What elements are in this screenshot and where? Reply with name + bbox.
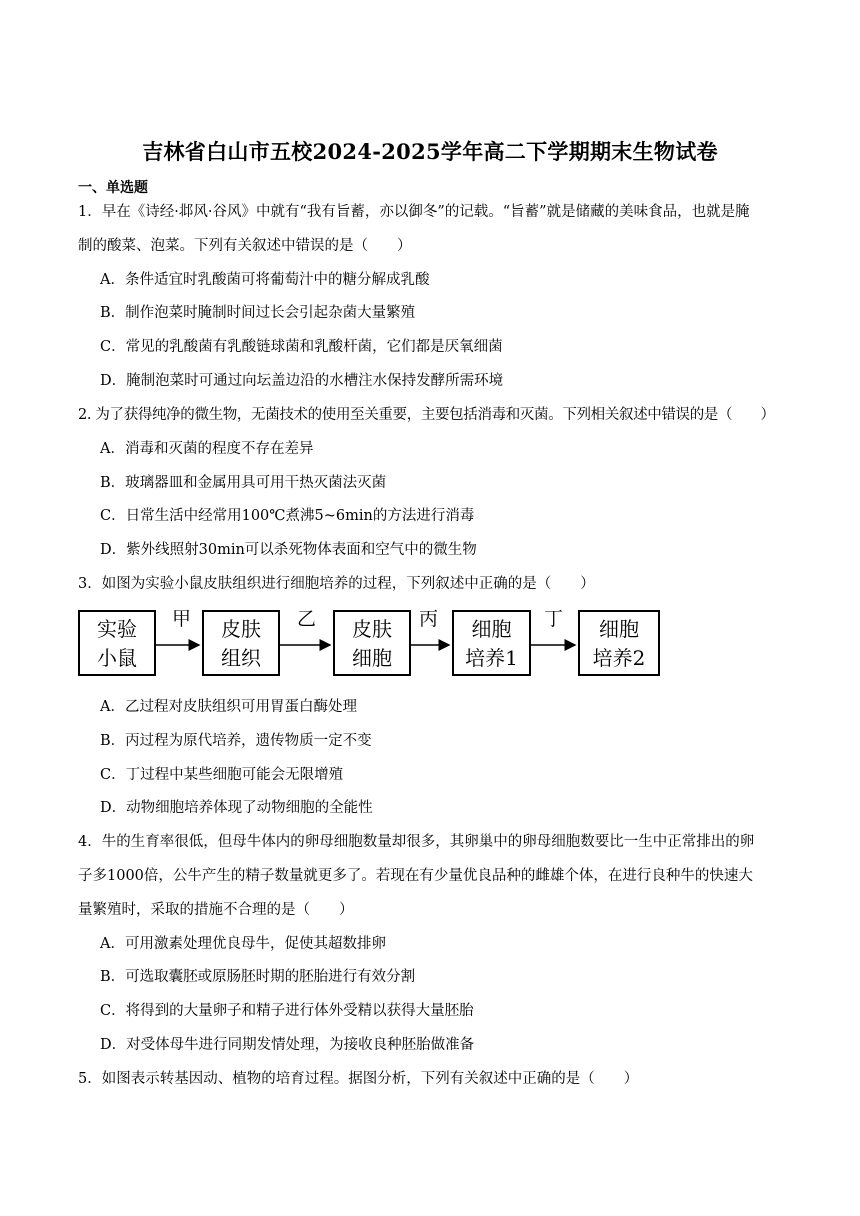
- question-1-option-a: A．条件适宜时乳酸菌可将葡萄汁中的糖分解成乳酸: [100, 272, 430, 288]
- question-4-line-2: 子多1000倍，公牛产生的精子数量就更多了。若现在有少量优良品种的雌雄个体，在进行良种牛的快速大: [78, 868, 753, 884]
- question-3-option-c: C．丁过程中某些细胞可能会无限增殖: [100, 767, 344, 783]
- flow-box-4: [452, 610, 531, 676]
- question-4-option-b: B．可选取囊胚或原肠胚时期的胚胎进行有效分割: [100, 969, 416, 985]
- flow-box-4-line-2: 培养1: [465, 646, 518, 670]
- question-1-line-1: 1．早在《诗经·邶风·谷风》中就有“我有旨蓄，亦以御冬”的记载。“旨蓄”就是储藏的美味食品，也就是腌: [78, 204, 750, 220]
- question-2-option-c: C．日常生活中经常用100℃煮沸5~6min的方法进行消毒: [100, 508, 475, 524]
- question-2-line-1: 2. 为了获得纯净的微生物，无菌技术的使用至关重要，主要包括消毒和灭菌。下列相关叙述中错误的是（ ）: [78, 407, 775, 423]
- question-1-line-2: 制的酸菜、泡菜。下列有关叙述中错误的是（ ）: [78, 238, 412, 254]
- flow-box-5: [578, 610, 660, 676]
- flow-box-5-line-2: 培养2: [592, 646, 646, 670]
- question-3-line-1: 3．如图为实验小鼠皮肤组织进行细胞培养的过程，下列叙述中正确的是（ ）: [78, 576, 595, 592]
- question-1-option-c: C．常见的乳酸菌有乳酸链球菌和乳酸杆菌，它们都是厌氧细菌: [100, 339, 503, 355]
- section-heading: 一、单选题: [78, 180, 148, 196]
- flow-box-1-line-1: 实验: [97, 617, 137, 641]
- question-3-option-b: B．丙过程为原代培养，遗传物质一定不变: [100, 733, 372, 749]
- question-4-line-3: 量繁殖时，采取的措施不合理的是（ ）: [78, 902, 354, 918]
- question-1-option-b: B．制作泡菜时腌制时间过长会引起杂菌大量繁殖: [100, 305, 416, 321]
- question-2-option-d: D．紫外线照射30min可以杀死物体表面和空气中的微生物: [100, 542, 477, 558]
- flow-box-1: [78, 610, 156, 676]
- page-title: 吉林省白山市五校2024-2025学年高二下学期期末生物试卷: [142, 139, 718, 164]
- flow-label-bing: 丙: [419, 608, 439, 630]
- flow-label-jia: 甲: [172, 608, 192, 630]
- question-4-option-a: A．可用激素处理优良母牛，促使其超数排卵: [100, 936, 386, 952]
- flow-box-3: [333, 610, 411, 676]
- question-2-option-a: A．消毒和灭菌的程度不存在差异: [100, 441, 314, 457]
- flow-box-4-line-1: 细胞: [471, 617, 512, 641]
- flow-label-yi: 乙: [297, 608, 317, 630]
- flow-box-3-line-1: 皮肤: [352, 617, 392, 641]
- question-4-option-c: C．将得到的大量卵子和精子进行体外受精以获得大量胚胎: [100, 1003, 474, 1019]
- question-4-option-d: D．对受体母牛进行同期发情处理，为接收良种胚胎做准备: [100, 1037, 475, 1053]
- question-2-option-b: B．玻璃器皿和金属用具可用干热灭菌法灭菌: [100, 475, 387, 491]
- flow-box-1-line-2: 小鼠: [97, 646, 137, 670]
- flow-box-2-line-2: 组织: [221, 646, 261, 670]
- flow-box-3-line-2: 细胞: [352, 646, 392, 670]
- flow-box-2: [202, 610, 280, 676]
- question-5-line-1: 5．如图表示转基因动、植物的培育过程。据图分析，下列有关叙述中正确的是（ ）: [78, 1071, 639, 1087]
- question-4-line-1: 4．牛的生育率很低，但母牛体内的卵母细胞数量却很多，其卵巢中的卵母细胞数要比一生中正常排出的卵: [78, 834, 755, 850]
- question-3-option-a: A．乙过程对皮肤组织可用胃蛋白酶处理: [100, 699, 357, 715]
- cell-culture-flow-diagram: [78, 608, 660, 680]
- flow-box-5-line-1: 细胞: [599, 617, 639, 641]
- flow-box-2-line-1: 皮肤: [221, 617, 261, 641]
- question-3-option-d: D．动物细胞培养体现了动物细胞的全能性: [100, 800, 373, 816]
- question-1-option-d: D．腌制泡菜时可通过向坛盖边沿的水槽注水保持发酵所需环境: [100, 373, 504, 389]
- flow-label-ding: 丁: [544, 608, 564, 630]
